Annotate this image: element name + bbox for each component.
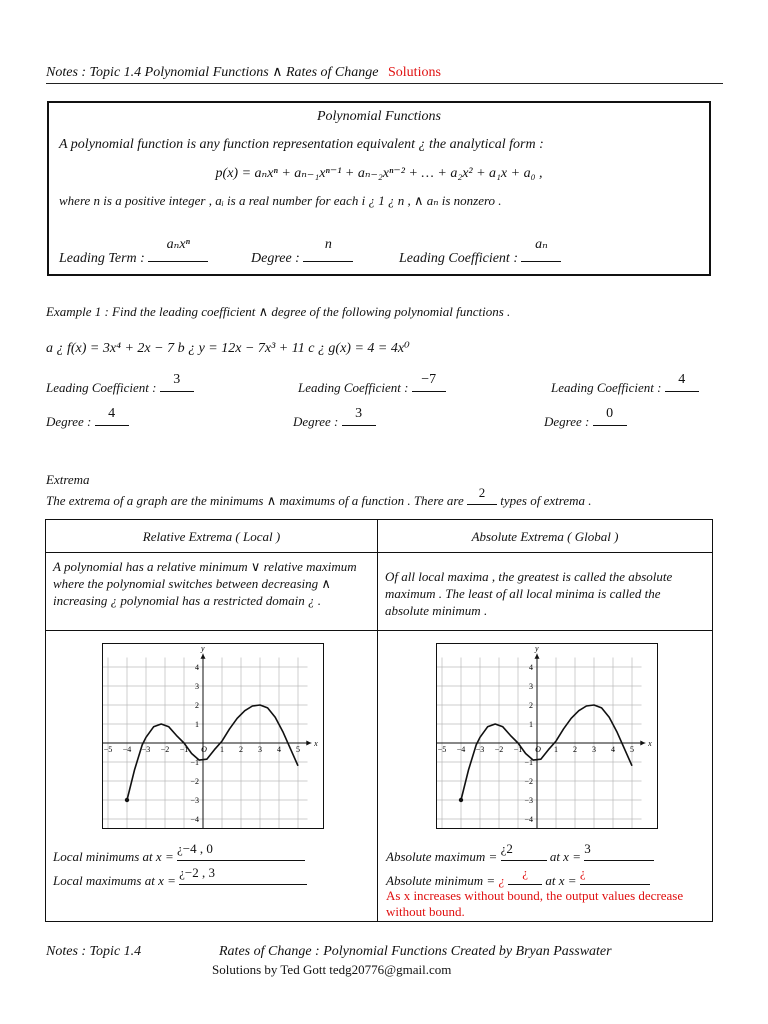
y-tick-label: −3	[524, 796, 533, 805]
local-maximums-value: ¿−2 , 3	[179, 865, 215, 880]
absolute-extrema-heading: Absolute Extrema ( Global )	[471, 529, 619, 544]
absolute-minimum-at-value: ¿	[579, 865, 586, 880]
table-row-divider-1	[46, 552, 712, 553]
extrema-sentence-end: types of extrema .	[500, 493, 592, 508]
deg-label: Degree :	[46, 414, 92, 429]
absolute-maximum-at-label: at x =	[549, 849, 581, 864]
table-row-divider-2	[46, 630, 712, 631]
leading-coefficient-label: Leading Coefficient :	[399, 251, 518, 266]
y-tick-label: 1	[195, 720, 199, 729]
leading-coefficient-value: aₙ	[535, 237, 548, 252]
leading-coefficient-row	[399, 237, 561, 267]
answer-b-deg-value: 3	[355, 406, 363, 421]
answer-c-lc-value: 4	[678, 372, 686, 387]
x-tick-label: −4	[456, 745, 466, 754]
definition-text: A polynomial function is any function representation equivalent ¿ the analytical form :	[59, 137, 544, 152]
polynomial-graph-svg	[103, 644, 323, 828]
answer-a-lc	[46, 372, 194, 396]
header-title: Notes : Topic 1.4 Polynomial Functions ∧ Rates of Change	[46, 65, 379, 80]
absolute-maximum-at-value: 3	[584, 841, 591, 856]
x-tick-label: −3	[475, 745, 485, 754]
answer-a-deg-value: 4	[108, 406, 116, 421]
header-divider	[46, 83, 723, 84]
answer-b-deg	[293, 406, 376, 430]
local-minimums-label: Local minimums at x =	[53, 849, 174, 864]
absolute-minimum-at-label: at x =	[545, 873, 577, 888]
y-tick-label: −2	[190, 777, 199, 786]
curve-endpoint-dot	[459, 798, 463, 802]
x-tick-label: 3	[258, 745, 262, 754]
y-axis-label: y	[201, 644, 205, 653]
polynomial-definition-box	[47, 101, 711, 276]
absolute-minimum-note: As x increases without bound, the output values decrease without bound.	[386, 888, 684, 919]
y-tick-label: −3	[190, 796, 199, 805]
degree-row	[251, 237, 353, 267]
leading-coefficient-blank	[521, 237, 561, 262]
answer-c-deg-value: 0	[606, 406, 614, 421]
polynomial-curve	[127, 705, 298, 800]
y-tick-label: 3	[195, 682, 199, 691]
table-column-divider	[377, 520, 378, 921]
x-tick-label: 4	[277, 745, 281, 754]
x-tick-label: 4	[611, 745, 615, 754]
leading-term-row	[59, 237, 208, 267]
answer-c-lc	[551, 372, 699, 396]
absolute-minimum-mid: ¿	[522, 865, 529, 880]
y-tick-label: −4	[524, 815, 533, 824]
y-tick-label: 3	[529, 682, 533, 691]
local-minimums-row	[53, 841, 305, 865]
x-axis-label: x	[648, 739, 652, 748]
y-tick-label: −1	[190, 758, 199, 767]
x-tick-label: O	[201, 745, 207, 754]
relative-extrema-description: A polynomial has a relative minimum ∨ relative maximum where the polynomial switches between decreasing ∧ increasing ¿ polynomial has a restricted domain ¿ .	[53, 559, 357, 608]
extrema-heading: Extrema	[46, 472, 90, 487]
x-tick-label: 1	[220, 745, 224, 754]
y-axis-arrow-icon	[201, 654, 206, 659]
local-maximums-row	[53, 865, 307, 889]
x-tick-label: −2	[160, 745, 170, 754]
absolute-extrema-graph	[436, 643, 658, 829]
lc-label: Leading Coefficient :	[298, 380, 409, 395]
degree-value: n	[324, 237, 332, 252]
solutions-label: Solutions	[388, 65, 441, 80]
extrema-sentence	[46, 485, 592, 509]
x-tick-label: 2	[573, 745, 577, 754]
degree-label: Degree :	[251, 251, 300, 266]
page-header	[46, 64, 441, 81]
lc-label: Leading Coefficient :	[551, 380, 662, 395]
deg-label: Degree :	[544, 414, 590, 429]
x-tick-label: −4	[122, 745, 132, 754]
local-minimums-value: ¿−4 , 0	[176, 841, 213, 856]
absolute-minimum-row	[386, 865, 650, 889]
x-axis-label: x	[314, 739, 318, 748]
polynomial-graph-svg	[437, 644, 657, 828]
answer-a-deg	[46, 406, 129, 430]
extrema-sentence-start: The extrema of a graph are the minimums ∧ maximums of a function . There are	[46, 493, 464, 508]
x-tick-label: −5	[437, 745, 447, 754]
relative-extrema-graph	[102, 643, 324, 829]
y-tick-label: −1	[524, 758, 533, 767]
answer-b-lc	[298, 372, 446, 396]
y-tick-label: 1	[529, 720, 533, 729]
y-tick-label: −2	[524, 777, 533, 786]
where-text: where n is a positive integer , aᵢ is a real number for each i ¿ 1 ¿ n , ∧ aₙ is nonzero .	[59, 193, 502, 208]
answer-a-lc-value: 3	[173, 372, 181, 387]
box-heading: Polynomial Functions	[316, 109, 442, 124]
y-tick-label: 2	[195, 701, 199, 710]
footer-right: Rates of Change : Polynomial Functions Created by Bryan Passwater	[219, 944, 612, 959]
deg-label: Degree :	[293, 414, 339, 429]
absolute-extrema-description: Of all local maxima , the greatest is called the absolute maximum . The least of all local minima is called the absolute minimum .	[385, 569, 673, 618]
answer-c-deg	[544, 406, 627, 430]
example1-prompt: Example 1 : Find the leading coefficient ∧ degree of the following polynomial functions .	[46, 304, 511, 319]
y-tick-label: −4	[190, 815, 199, 824]
x-tick-label: 5	[296, 745, 300, 754]
leading-term-blank	[148, 237, 208, 262]
polynomial-curve	[461, 705, 632, 800]
answer-b-lc-value: −7	[421, 372, 437, 387]
x-tick-label: −1	[179, 745, 189, 754]
extrema-table	[45, 519, 713, 922]
x-tick-label: 3	[592, 745, 596, 754]
leading-term-value: aₙxⁿ	[166, 237, 190, 252]
x-tick-label: −1	[513, 745, 523, 754]
absolute-maximum-value: ¿2	[500, 841, 513, 856]
y-tick-label: 4	[195, 663, 199, 672]
x-tick-label: −5	[103, 745, 113, 754]
absolute-minimum-value: ¿	[498, 873, 505, 888]
x-tick-label: 5	[630, 745, 634, 754]
footer-left: Notes : Topic 1.4	[46, 944, 142, 959]
leading-term-label: Leading Term :	[59, 251, 145, 266]
example1-functions: a ¿ f(x) = 3x⁴ + 2x − 7 b ¿ y = 12x − 7x³ + 11 c ¿ g(x) = 4 = 4x⁰	[46, 341, 410, 356]
footer-credit: Solutions by Ted Gott tedg20776@gmail.com	[212, 962, 452, 977]
local-maximums-label: Local maximums at x =	[53, 873, 176, 888]
y-tick-label: 2	[529, 701, 533, 710]
x-tick-label: 2	[239, 745, 243, 754]
curve-endpoint-dot	[125, 798, 129, 802]
absolute-maximum-label: Absolute maximum =	[386, 849, 498, 864]
absolute-maximum-row	[386, 841, 654, 865]
x-tick-label: 1	[554, 745, 558, 754]
lc-label: Leading Coefficient :	[46, 380, 157, 395]
y-tick-label: 4	[529, 663, 533, 672]
x-axis-arrow-icon	[640, 741, 645, 746]
x-tick-label: −3	[141, 745, 151, 754]
relative-extrema-heading: Relative Extrema ( Local )	[142, 529, 281, 544]
polynomial-formula: p(x) = aₙxⁿ + aₙ₋₁xⁿ⁻¹ + aₙ₋₂xⁿ⁻² + … + a₂x² + a₁x + a₀ ,	[215, 166, 543, 181]
x-tick-label: O	[535, 745, 541, 754]
x-axis-arrow-icon	[306, 741, 311, 746]
degree-blank	[303, 237, 353, 262]
y-axis-arrow-icon	[535, 654, 540, 659]
x-tick-label: −2	[494, 745, 504, 754]
extrema-types-count: 2	[478, 485, 486, 500]
absolute-minimum-label: Absolute minimum =	[386, 873, 496, 888]
y-axis-label: y	[535, 644, 539, 653]
